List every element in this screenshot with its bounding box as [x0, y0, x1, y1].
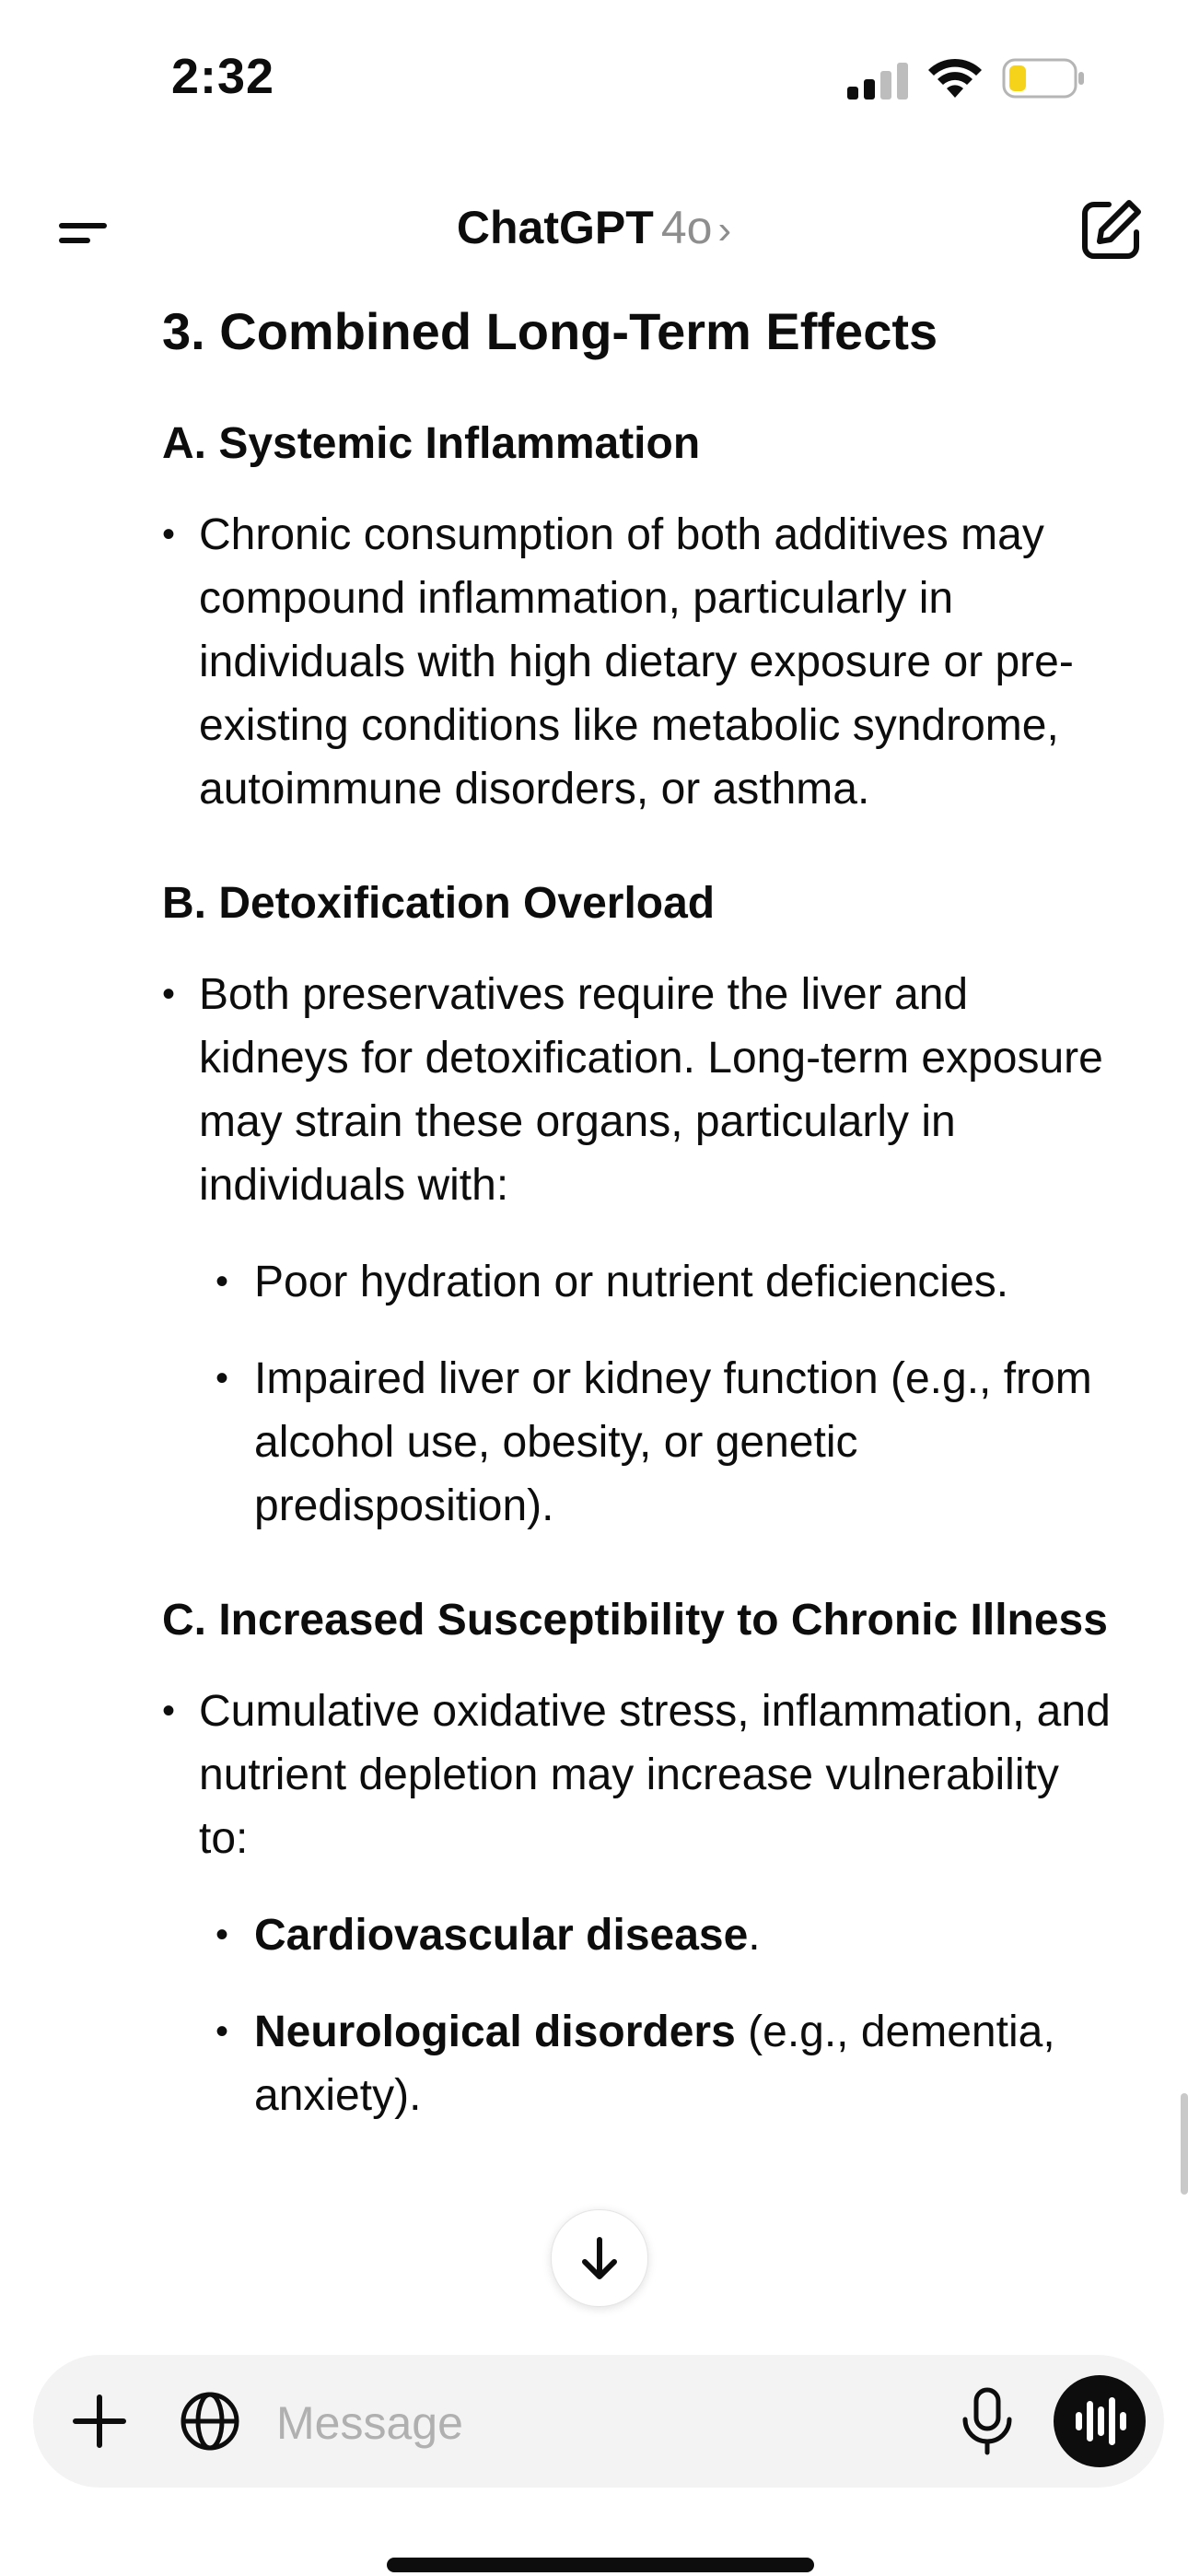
model-selector[interactable] — [0, 201, 1188, 254]
plus-icon[interactable] — [66, 2388, 133, 2454]
subsection-title: A. Systemic Inflammation — [162, 419, 701, 468]
term-suffix: . — [748, 1911, 761, 1960]
bullet-list — [162, 503, 1120, 821]
composer — [33, 2355, 1164, 2488]
microphone-icon[interactable] — [954, 2386, 1020, 2456]
status-bar — [0, 0, 1188, 157]
bold-term: Neurological disorders — [254, 2008, 736, 2056]
list-item: • Chronic consumption of both additives may compound inflammation, particularly in individuals with high dietary exposure or pre-existing conditions like metabolic syndrome, autoimmune disorders, or asthma. — [162, 503, 1120, 821]
bullet-list — [162, 1680, 1120, 2127]
subsection-title: C. Increased Susceptibility to Chronic Illness — [162, 1596, 1108, 1645]
list-item: • Impaired liver or kidney function (e.g., from alcohol use, obesity, or genetic predisposition). — [162, 1347, 1120, 1538]
scrollbar[interactable] — [1181, 2093, 1188, 2195]
status-time: 2:32 — [171, 49, 275, 104]
arrow-down-icon — [552, 2210, 647, 2306]
list-item: • Cumulative oxidative stress, inflammation, and nutrient depletion may increase vulnerability to: — [162, 1680, 1120, 1870]
voice-mode-button[interactable] — [1054, 2375, 1146, 2467]
section-heading: 3. Combined Long-Term Effects — [162, 302, 938, 360]
home-indicator — [387, 2558, 814, 2572]
subsection-title: B. Detoxification Overload — [162, 879, 716, 928]
subsection-chronic-illness — [162, 1589, 1120, 2127]
term-suffix: (e.g., dementia, anxiety). — [254, 2008, 1055, 2120]
scroll-to-bottom-button[interactable] — [551, 2209, 648, 2307]
list-item — [162, 2000, 1120, 2127]
voice-mode-icon — [1054, 2375, 1146, 2467]
message-input[interactable] — [274, 2390, 923, 2456]
app-title: ChatGPT — [456, 202, 654, 253]
wifi-icon — [928, 57, 982, 98]
message-content — [162, 295, 1120, 2322]
battery-icon — [1002, 57, 1085, 100]
chat-header — [0, 175, 1188, 276]
list-item — [162, 1903, 1120, 1967]
chevron-right-icon: › — [717, 207, 732, 252]
model-name: 4o — [660, 202, 713, 253]
subsection-inflammation — [162, 413, 1120, 821]
compose-icon[interactable] — [1076, 195, 1146, 265]
list-item: • Poor hydration or nutrient deficiencies. — [162, 1250, 1120, 1314]
subsection-detox — [162, 872, 1120, 1538]
bold-term: Cardiovascular disease — [254, 1911, 749, 1960]
list-item: • Both preservatives require the liver and kidneys for detoxification. Long-term exposure may strain these organs, particularly in individuals with: — [162, 963, 1120, 1217]
globe-icon[interactable] — [177, 2388, 243, 2454]
bullet-list — [162, 963, 1120, 1538]
cellular-signal-icon — [847, 63, 908, 100]
